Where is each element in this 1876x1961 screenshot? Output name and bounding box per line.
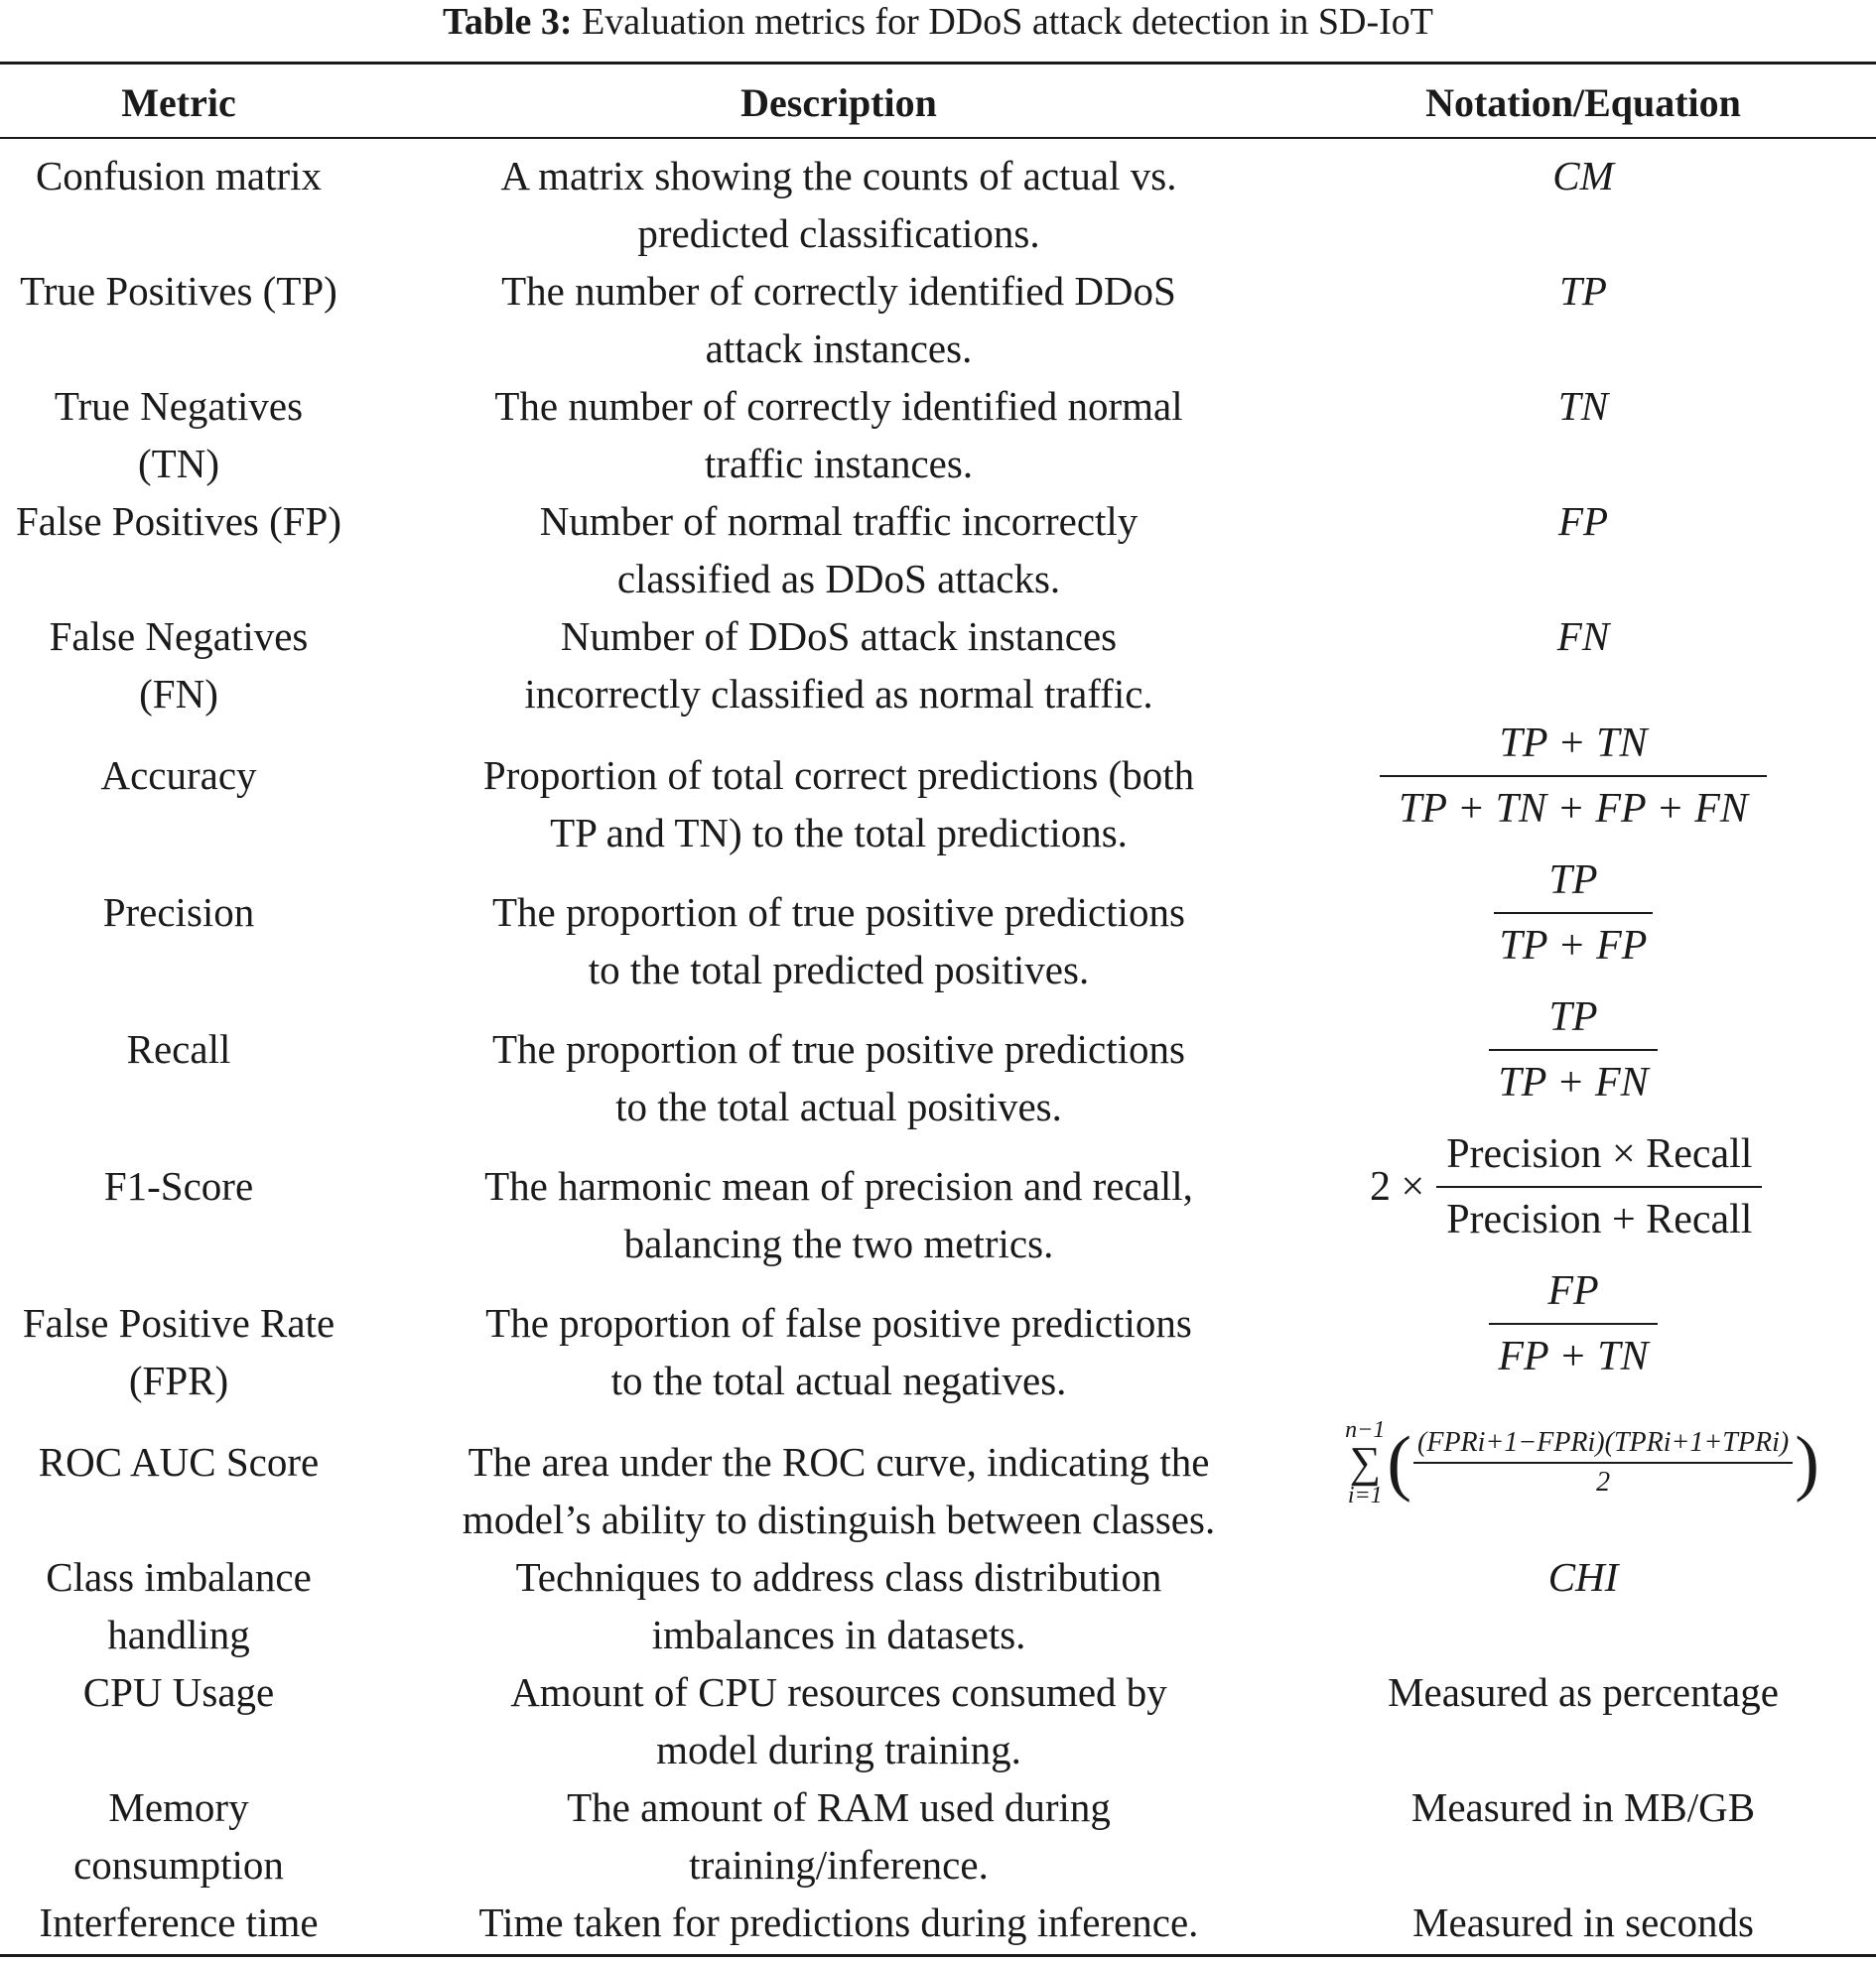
row-accuracy-description: Proportion of total correct predictions (both TP and TN) to the total predictions.: [482, 752, 1195, 855]
equation-numerator: TP: [1548, 857, 1598, 903]
row-fp-metric: False Positives (FP): [15, 498, 342, 544]
row-fp-notation: FP: [1557, 498, 1609, 544]
row-precision-description: The proportion of true positive predictions to the total predicted positives.: [492, 889, 1185, 992]
row-tp-description: The number of correctly identified DDoS attack instances.: [501, 268, 1176, 371]
equation-denominator: FP + TN: [1498, 1334, 1649, 1379]
fraction-bar: [1413, 1462, 1793, 1464]
row-tp-notation: TP: [1559, 268, 1607, 314]
header-metric: Metric: [121, 80, 236, 125]
row-fpr-description: The proportion of false positive predictions to the total actual negatives.: [485, 1300, 1192, 1403]
row-roc-auc-metric: ROC AUC Score: [38, 1439, 320, 1485]
equation-prefix: 2 ×: [1370, 1164, 1425, 1210]
caption-label: Table 3:: [442, 1, 573, 43]
row-recall-metric: Recall: [126, 1026, 231, 1072]
row-f1-description: The harmonic mean of precision and recall, balancing the two metrics.: [484, 1163, 1193, 1266]
row-fpr-metric: False Positive Rate (FPR): [22, 1300, 335, 1403]
equation-denominator: TP + FP: [1499, 923, 1648, 969]
fraction-bar: [1489, 1323, 1658, 1325]
row-cpu-description: Amount of CPU resources consumed by model during training.: [510, 1669, 1167, 1772]
caption-text: Evaluation metrics for DDoS attack detection in SD-IoT: [582, 1, 1433, 43]
row-interference-metric: Interference time: [39, 1899, 319, 1945]
row-confusion-matrix-description: A matrix showing the counts of actual vs. predicted classifications.: [500, 153, 1177, 256]
sum-upper-limit: n−1: [1345, 1417, 1386, 1443]
row-confusion-matrix-metric: Confusion matrix: [35, 153, 323, 198]
row-tp-metric: True Positives (TP): [20, 268, 337, 314]
equation-denominator: 2: [1596, 1467, 1611, 1498]
equation-numerator: (FPRi+1−FPRi)(TPRi+1+TPRi): [1417, 1427, 1790, 1458]
row-chi-description: Techniques to address class distribution imbalances in datasets.: [515, 1554, 1162, 1657]
right-paren: ): [1795, 1422, 1819, 1503]
row-fn-notation: FN: [1556, 613, 1610, 659]
table-caption: [0, 0, 1876, 44]
row-accuracy-equation: [1380, 715, 1767, 838]
row-accuracy-metric: Accuracy: [100, 752, 257, 798]
fraction-bar: [1494, 912, 1653, 914]
row-precision-metric: Precision: [102, 889, 255, 935]
equation-denominator: TP + TN + FP + FN: [1399, 786, 1748, 832]
row-confusion-matrix-notation: CM: [1552, 153, 1614, 198]
row-tn-description: The number of correctly identified normal traffic instances.: [494, 383, 1183, 486]
summation: [1345, 1417, 1385, 1508]
header-rule: [0, 137, 1876, 139]
sigma-symbol: ∑: [1349, 1438, 1381, 1487]
left-paren: (: [1387, 1422, 1412, 1503]
equation-numerator: Precision × Recall: [1446, 1131, 1753, 1177]
row-fn-metric: False Negatives (FN): [49, 613, 309, 717]
row-f1-metric: F1-Score: [103, 1163, 254, 1209]
sum-lower-limit: i=1: [1347, 1483, 1383, 1508]
row-memory-metric: Memory consumption: [73, 1784, 284, 1888]
equation-numerator: TP + TN: [1499, 720, 1648, 766]
row-chi-metric: Class imbalance handling: [46, 1554, 312, 1657]
fraction-bar: [1489, 1049, 1658, 1051]
row-recall-description: The proportion of true positive predictions to the total actual positives.: [492, 1026, 1185, 1129]
header-notation: Notation/Equation: [1425, 80, 1741, 125]
row-memory-description: The amount of RAM used during training/inference.: [567, 1784, 1111, 1888]
row-interference-description: Time taken for predictions during inference.: [478, 1899, 1199, 1945]
row-roc-auc-equation: [1290, 1417, 1876, 1508]
equation-denominator: Precision + Recall: [1446, 1197, 1753, 1242]
row-tn-metric: True Negatives (TN): [54, 383, 304, 486]
equation-numerator: TP: [1548, 994, 1598, 1040]
equation-numerator: FP: [1547, 1268, 1599, 1314]
fraction-bar: [1380, 775, 1767, 777]
row-fp-description: Number of normal traffic incorrectly classified as DDoS attacks.: [539, 498, 1139, 601]
table-bottom-rule: [0, 1954, 1876, 1957]
row-roc-auc-description: The area under the ROC curve, indicating the model’s ability to distinguish between classes.: [462, 1439, 1216, 1542]
row-cpu-metric: CPU Usage: [82, 1669, 275, 1715]
equation-denominator: TP + FN: [1498, 1060, 1649, 1106]
row-tn-notation: TN: [1557, 383, 1609, 429]
header-description: Description: [740, 80, 937, 125]
row-cpu-notation: Measured as percentage: [1388, 1669, 1779, 1715]
row-memory-notation: Measured in MB/GB: [1410, 1784, 1756, 1830]
row-recall-equation: [1489, 988, 1658, 1111]
row-f1-equation: [1370, 1125, 1762, 1248]
row-fn-description: Number of DDoS attack instances incorrectly classified as normal traffic.: [524, 613, 1153, 717]
row-chi-notation: CHI: [1547, 1554, 1619, 1600]
fraction-bar: [1436, 1186, 1762, 1188]
table-top-rule: [0, 62, 1876, 65]
row-interference-notation: Measured in seconds: [1412, 1899, 1754, 1945]
row-precision-equation: [1494, 851, 1653, 975]
row-fpr-equation: [1489, 1262, 1658, 1385]
